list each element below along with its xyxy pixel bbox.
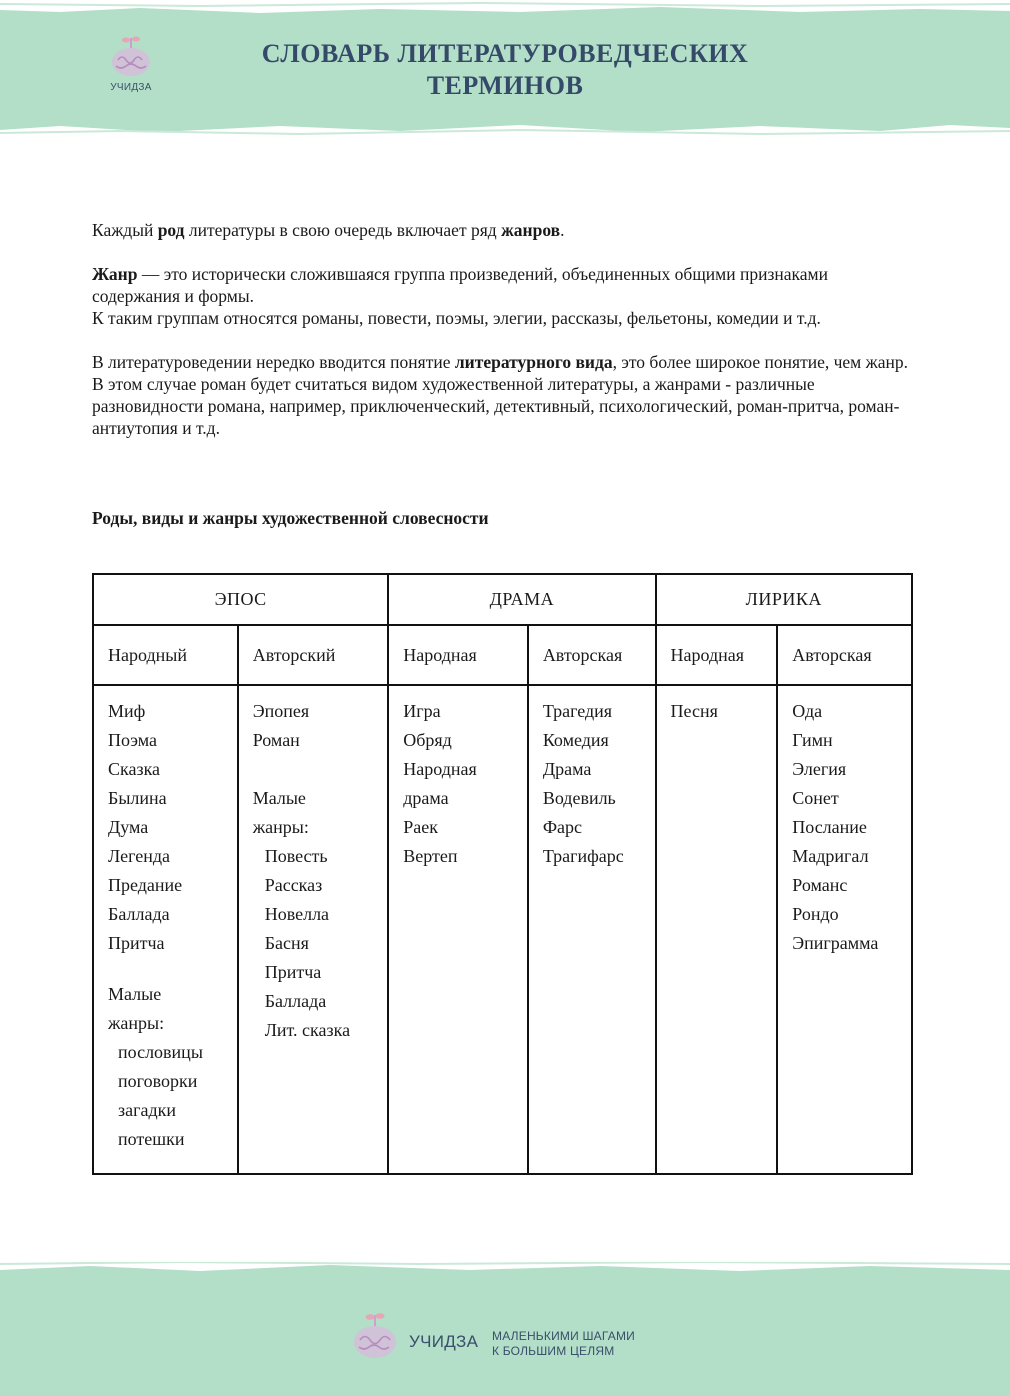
list-item: Роман — [252, 730, 300, 750]
small-genres-label: Малые — [108, 984, 162, 1004]
list-item: драма — [403, 788, 449, 808]
list-item: Сказка — [108, 759, 161, 779]
list-item: Обряд — [403, 730, 452, 750]
text-run: . — [560, 220, 565, 240]
list-item: Притча — [108, 933, 165, 953]
brain-icon — [108, 34, 154, 80]
list-item: Рассказ — [264, 875, 323, 895]
list-item: Легенда — [108, 846, 170, 866]
list-item: Сонет — [792, 788, 839, 808]
list-item: Игра — [403, 701, 441, 721]
cell-epos-author — [238, 685, 389, 1174]
list-item: Песня — [670, 701, 718, 721]
group-header-drama: ДРАМА — [388, 574, 655, 625]
list-item: поговорки — [118, 1071, 198, 1091]
subhead-drama-folk: Народная — [388, 625, 528, 685]
genre-list — [403, 697, 527, 871]
cell-lyric-author — [777, 685, 912, 1174]
list-item: Водевиль — [542, 788, 616, 808]
subhead-lyric-folk: Народная — [656, 625, 778, 685]
brain-icon — [350, 1310, 400, 1362]
paragraph-genre-examples: К таким группам относятся романы, повести, поэмы, элегии, рассказы, фельетоны, комедии и т.д. — [92, 308, 821, 328]
group-header-epos: ЭПОС — [93, 574, 388, 625]
genre-list — [792, 697, 911, 958]
intro-text — [92, 219, 912, 439]
list-item: Гимн — [792, 730, 833, 750]
term-zhanrov: жанров — [501, 220, 561, 240]
list-item: Романс — [792, 875, 848, 895]
list-item: Ода — [792, 701, 823, 721]
list-item: Элегия — [792, 759, 847, 779]
list-item: Вертеп — [403, 846, 458, 866]
term-literary-kind: литературного вида — [454, 352, 613, 372]
list-item: Эпопея — [252, 701, 310, 721]
list-item: Дума — [108, 817, 149, 837]
paragraph-genre-definition — [92, 263, 912, 307]
genre-list — [671, 697, 777, 726]
list-item: Народная — [403, 759, 477, 779]
cell-drama-folk — [388, 685, 528, 1174]
footer-brand[interactable]: УЧИДЗА — [409, 1332, 479, 1351]
subhead-lyric-author: Авторская — [777, 625, 912, 685]
list-item: Трагедия — [542, 701, 613, 721]
title-line-2: ТЕРМИНОВ — [426, 71, 584, 100]
list-item: Баллада — [108, 904, 170, 924]
genres-table — [92, 573, 913, 1175]
list-item: Предание — [108, 875, 183, 895]
footer-slogan — [492, 1329, 635, 1359]
list-item: Новелла — [264, 904, 330, 924]
genre-list — [543, 697, 655, 871]
text-run: Каждый — [92, 220, 158, 240]
genre-list — [253, 697, 388, 1045]
list-item: Фарс — [542, 817, 583, 837]
list-item: Притча — [264, 962, 322, 982]
genre-list — [108, 697, 237, 1154]
cell-lyric-folk — [656, 685, 778, 1174]
small-genres-label: жанры: — [108, 1013, 165, 1033]
list-item: Поэма — [108, 730, 158, 750]
text-run: литературы в свою очередь включает ряд — [184, 220, 502, 240]
term-rod: род — [157, 220, 185, 240]
list-item: Былина — [108, 788, 167, 808]
list-item: Миф — [108, 701, 146, 721]
list-item: Баллада — [264, 991, 327, 1011]
paragraph-genera — [92, 219, 912, 241]
spacer — [253, 755, 388, 784]
subhead-epos-author: Авторский — [238, 625, 389, 685]
list-item: Послание — [792, 817, 867, 837]
text-run: , это более широкое понятие, чем жанр. В этом случае роман будет считаться видом художественной литературы, а жанрами - различные разновидности романа, например, приключенческий, детективный, психологический, роман-притча, роман-антиутопия и т.д. — [92, 352, 908, 438]
slogan-line-2: К БОЛЬШИМ ЦЕЛЯМ — [492, 1344, 615, 1358]
list-item: Комедия — [542, 730, 609, 750]
list-item: пословицы — [118, 1042, 203, 1062]
page-title — [200, 38, 810, 102]
list-item: Басня — [264, 933, 309, 953]
list-item: Драма — [542, 759, 592, 779]
list-item: Повесть — [264, 846, 328, 866]
list-item: потешки — [118, 1129, 185, 1149]
text-run: — это исторически сложившаяся группа произведений, объединенных общими признаками содержания и формы. — [92, 264, 828, 306]
slogan-line-1: МАЛЕНЬКИМИ ШАГАМИ — [492, 1329, 635, 1343]
small-genres-label: Малые — [252, 788, 306, 808]
subhead-epos-folk: Народный — [93, 625, 238, 685]
list-item: Мадригал — [792, 846, 869, 866]
list-item: Рондо — [792, 904, 839, 924]
spacer — [108, 958, 237, 980]
group-header-lyric: ЛИРИКА — [656, 574, 912, 625]
cell-drama-author — [528, 685, 656, 1174]
table-row-subheads — [93, 625, 912, 685]
paragraph-literary-kind — [92, 351, 912, 439]
small-genres-label: жанры: — [252, 817, 309, 837]
brand-logo[interactable] — [96, 34, 166, 93]
term-zhanr: Жанр — [92, 264, 138, 284]
table-row-genres — [93, 685, 912, 1174]
list-item: Эпиграмма — [792, 933, 879, 953]
title-line-1: СЛОВАРЬ ЛИТЕРАТУРОВЕДЧЕСКИХ — [261, 39, 749, 68]
text-run: В литературоведении нередко вводится понятие — [92, 352, 455, 372]
list-item: Лит. сказка — [264, 1020, 351, 1040]
table-title: Роды, виды и жанры художественной словесности — [92, 508, 489, 528]
list-item: загадки — [118, 1100, 177, 1120]
subhead-drama-author: Авторская — [528, 625, 656, 685]
table-row-groups — [93, 574, 912, 625]
list-item: Трагифарс — [542, 846, 624, 866]
brand-name: УЧИДЗА — [110, 82, 152, 93]
list-item: Раек — [403, 817, 438, 837]
cell-epos-folk — [93, 685, 238, 1174]
